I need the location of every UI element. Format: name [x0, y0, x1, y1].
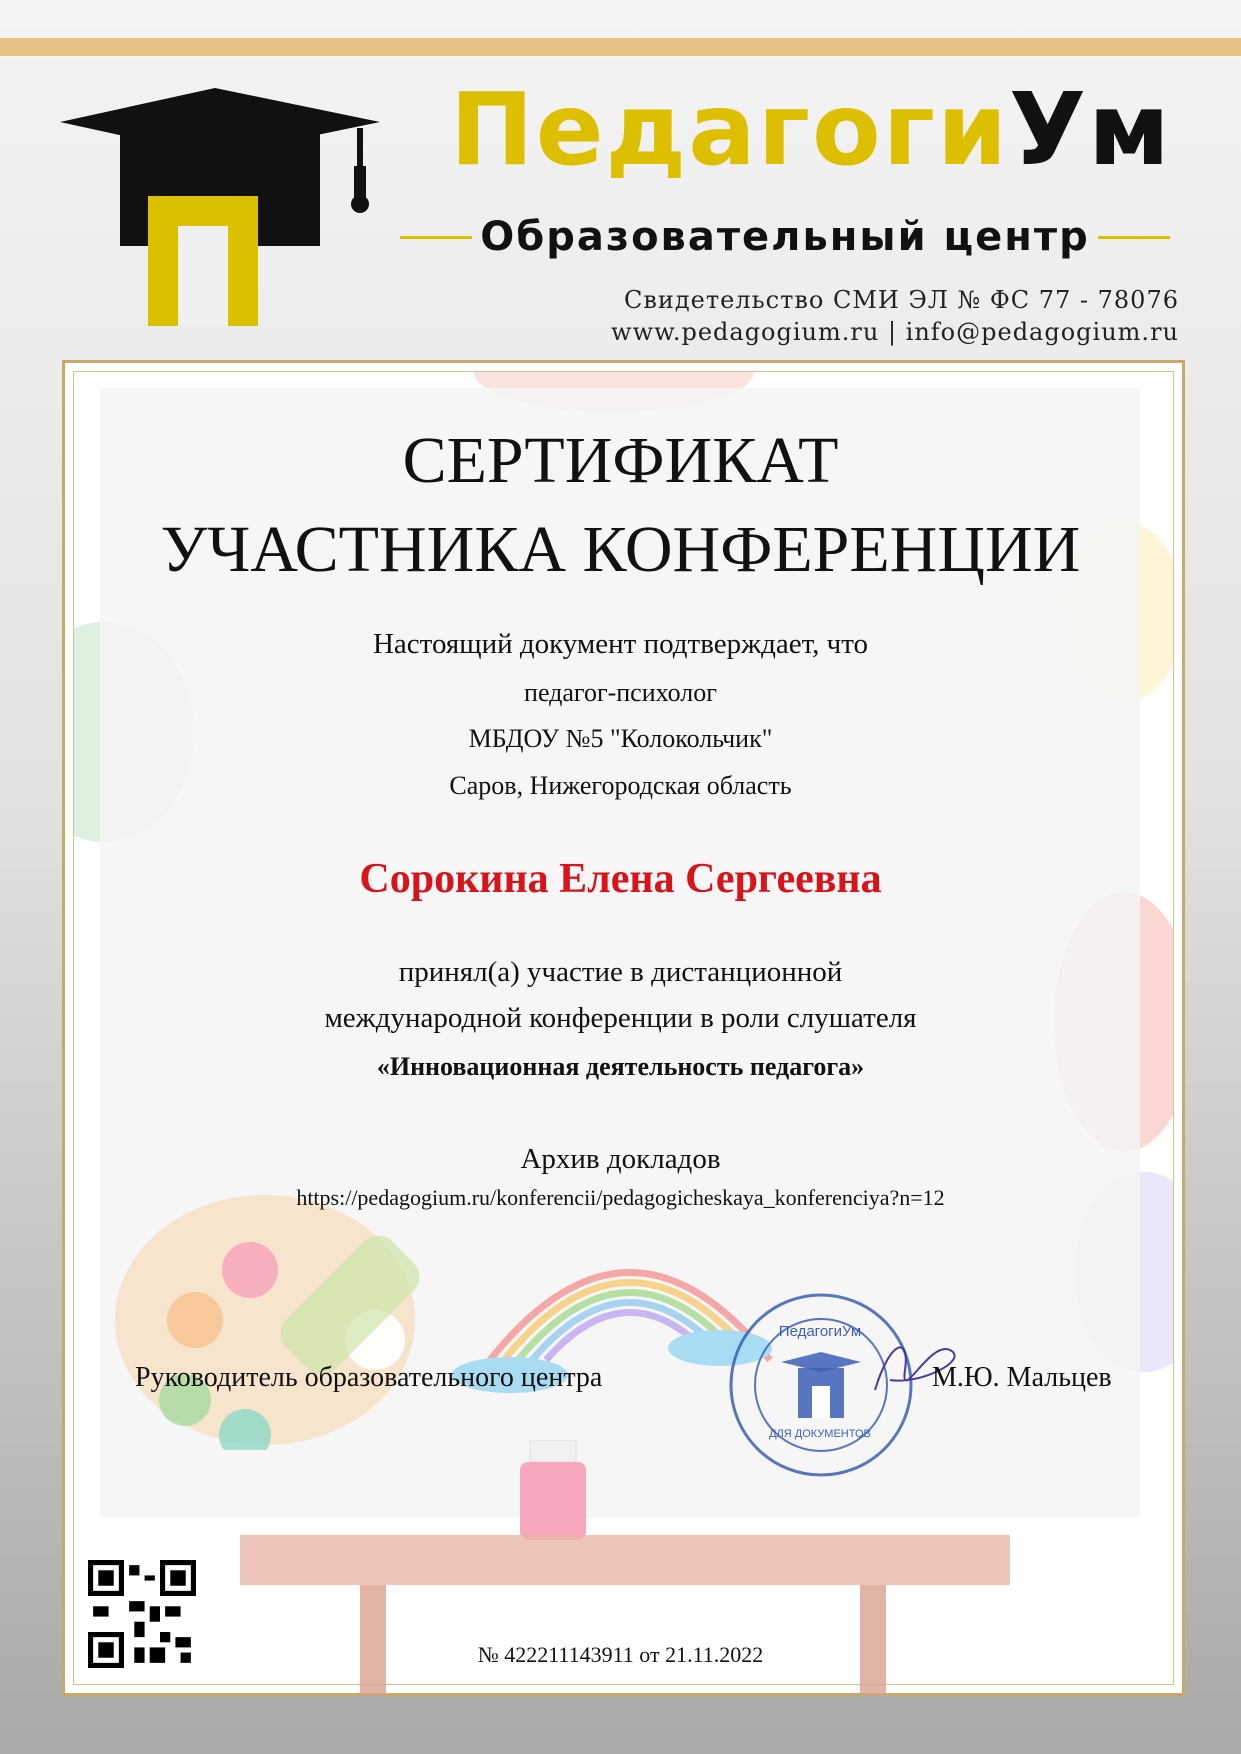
signatory-name: М.Ю. Мальцев [932, 1362, 1112, 1393]
certificate-title-line2: УЧАСТНИКА КОНФЕРЕНЦИИ [160, 513, 1081, 586]
participation-line2: международной конференции в роли слушателя [324, 1002, 917, 1034]
stamp-brand: ПедагогиУм [778, 1323, 862, 1340]
stamp-caption: ДЛЯ ДОКУМЕНТОВ [769, 1428, 871, 1440]
brand-logo-text: ПедагогиУм [450, 71, 1172, 188]
participation-line1: принял(а) участие в дистанционной [398, 956, 843, 988]
palette-icon [105, 1190, 465, 1450]
intro-text: Настоящий документ подтверждает, что [372, 628, 868, 660]
document-number: № 422211143911 от 21.11.2022 [477, 1642, 764, 1667]
paint-jar-icon [518, 1440, 588, 1540]
archive-link[interactable]: https://pedagogium.ru/konferencii/pedagogicheskaya_konferenciya?n=12 [296, 1185, 945, 1210]
brand-subtitle: Образовательный центр [400, 214, 1170, 260]
certificate-title-line1: СЕРТИФИКАТ [402, 424, 839, 497]
position-text: педагог-психолог [524, 678, 717, 707]
conference-title: «Инновационная деятельность педагога» [376, 1052, 865, 1081]
signatory-role: Руководитель образовательного центра [135, 1362, 603, 1393]
top-accent-bar [0, 38, 1241, 56]
archive-label: Архив докладов [520, 1143, 721, 1175]
recipient-name: Сорокина Елена Сергеевна [359, 856, 882, 902]
easel-icon [240, 1535, 1010, 1695]
location-text: Саров, Нижегородская область [449, 771, 792, 800]
media-certificate: Свидетельство СМИ ЭЛ № ФС 77 - 78076 [624, 286, 1179, 314]
graduation-cap-logo-icon [60, 86, 380, 326]
organization-text: МБДОУ №5 "Колокольчик" [468, 724, 773, 753]
website-contacts: www.pedagogium.ru | info@pedagogium.ru [611, 318, 1179, 346]
